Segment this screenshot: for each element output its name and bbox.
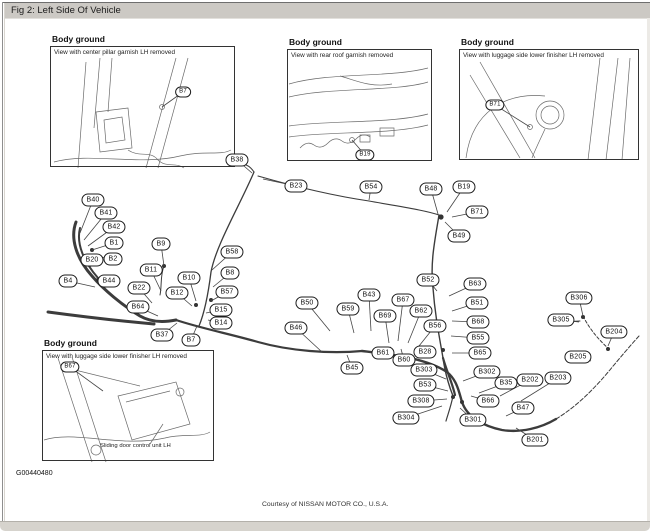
connector-label-B53: B53 — [413, 379, 436, 392]
figure-code: G00440480 — [16, 470, 53, 477]
connector-label-B71: B71 — [465, 206, 488, 219]
connector-label-B69: B69 — [373, 310, 396, 323]
connector-label-B60: B60 — [392, 354, 415, 367]
inset-heading: Body ground — [289, 37, 342, 47]
connector-label-B68: B68 — [466, 316, 489, 329]
connector-label-B12: B12 — [165, 287, 188, 300]
connector-label-B204: B204 — [600, 326, 627, 339]
connector-label-B10: B10 — [177, 272, 200, 285]
connector-label-B1: B1 — [105, 237, 124, 250]
connector-label-B203: B203 — [544, 372, 571, 385]
connector-label-B57: B57 — [215, 286, 238, 299]
figure-title: Fig 2: Left Side Of Vehicle — [5, 3, 650, 19]
inset-callout-B71: B71 — [485, 100, 504, 111]
connector-label-B61: B61 — [371, 347, 394, 360]
sliding-door-control-unit-note: Sliding door control unit LH — [100, 443, 171, 449]
connector-label-B28: B28 — [413, 346, 436, 359]
connector-label-B205: B205 — [564, 351, 591, 364]
connector-label-B38: B38 — [225, 154, 248, 167]
connector-label-B51: B51 — [465, 297, 488, 310]
inset-heading: Body ground — [44, 338, 97, 348]
inset-heading: Body ground — [52, 34, 105, 44]
connector-label-B46: B46 — [284, 322, 307, 335]
connector-label-B48: B48 — [419, 183, 442, 196]
connector-label-B15: B15 — [209, 304, 232, 317]
connector-label-B19: B19 — [452, 181, 475, 194]
connector-label-B47: B47 — [511, 402, 534, 415]
connector-label-B306: B306 — [565, 292, 592, 305]
connector-label-B305: B305 — [547, 314, 574, 327]
connector-label-B23: B23 — [284, 180, 307, 193]
connector-label-B302: B302 — [473, 366, 500, 379]
connector-label-B58: B58 — [220, 246, 243, 259]
connector-label-B8: B8 — [221, 267, 240, 280]
connector-label-B37: B37 — [150, 329, 173, 342]
inset-callout-B7: B7 — [175, 87, 191, 98]
connector-label-B35: B35 — [494, 377, 517, 390]
inset-caption: View with luggage side lower finisher LH removed — [463, 52, 604, 59]
connector-label-B62: B62 — [409, 305, 432, 318]
inset-caption: View with center pillar garnish LH removed — [54, 49, 176, 56]
connector-label-B22: B22 — [127, 282, 150, 295]
connector-label-B308: B308 — [407, 395, 434, 408]
connector-label-B2: B2 — [104, 253, 123, 266]
connector-label-B65: B65 — [468, 347, 491, 360]
connector-label-B4: B4 — [59, 275, 78, 288]
connector-label-B45: B45 — [340, 362, 363, 375]
connector-label-B54: B54 — [359, 181, 382, 194]
connector-label-B201: B201 — [521, 434, 548, 447]
connector-label-B40: B40 — [81, 194, 104, 207]
connector-label-B66: B66 — [476, 395, 499, 408]
connector-label-B50: B50 — [295, 297, 318, 310]
inset-callout-B19: B19 — [355, 150, 374, 161]
connector-label-B9: B9 — [152, 238, 171, 251]
connector-label-B56: B56 — [423, 320, 446, 333]
inset-callout-B67: B67 — [60, 362, 79, 373]
connector-label-B63: B63 — [463, 278, 486, 291]
connector-label-B59: B59 — [336, 303, 359, 316]
connector-label-B11: B11 — [140, 264, 163, 277]
connector-label-B303: B303 — [410, 364, 437, 377]
connector-label-B202: B202 — [516, 374, 543, 387]
connector-label-B301: B301 — [459, 414, 486, 427]
connector-label-B42: B42 — [102, 221, 125, 234]
inset-caption: View with luggage side lower finisher LH removed — [46, 353, 187, 360]
courtesy-credit: Courtesy of NISSAN MOTOR CO., U.S.A. — [262, 501, 389, 508]
connector-label-B52: B52 — [416, 274, 439, 287]
inset-caption: View with rear roof garnish removed — [291, 52, 394, 59]
connector-label-B41: B41 — [94, 207, 117, 220]
inset-heading: Body ground — [461, 37, 514, 47]
connector-label-B55: B55 — [466, 332, 489, 345]
connector-label-B49: B49 — [447, 230, 470, 243]
connector-label-B7: B7 — [182, 334, 201, 347]
connector-label-B44: B44 — [97, 275, 120, 288]
connector-label-B14: B14 — [209, 317, 232, 330]
connector-label-B304: B304 — [392, 412, 419, 425]
connector-label-B67: B67 — [391, 294, 414, 307]
connector-label-B64: B64 — [126, 301, 149, 314]
connector-label-B20: B20 — [80, 254, 103, 267]
connector-label-B43: B43 — [357, 289, 380, 302]
